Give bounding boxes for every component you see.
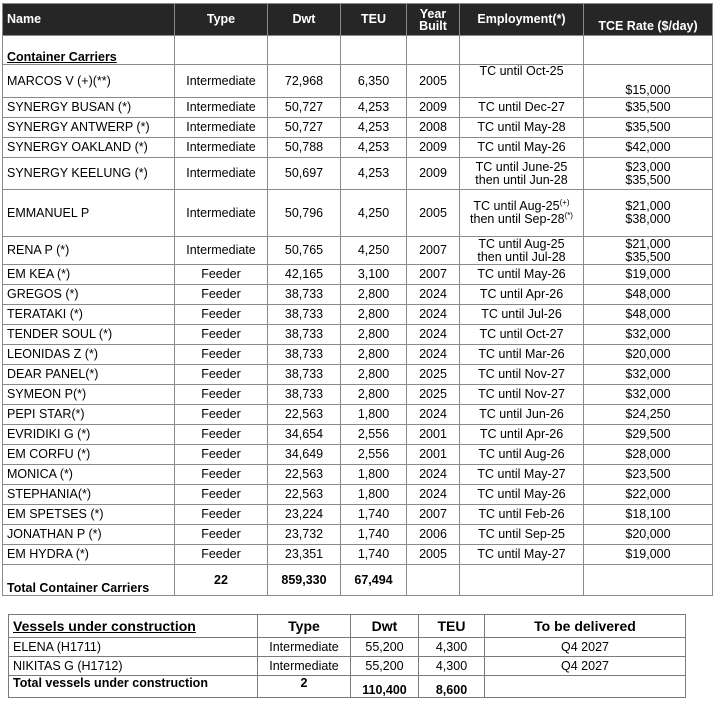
tce-rate-line-1: $20,000 xyxy=(625,347,671,361)
vessel-row xyxy=(3,345,713,365)
tce-rate-line-1: $21,000 xyxy=(625,199,671,213)
vessel-employment xyxy=(460,505,584,525)
vessel-teu: 6,350 xyxy=(341,65,407,98)
tce-rate-line-1: $48,000 xyxy=(625,307,671,321)
vessel-teu: 1,800 xyxy=(341,405,407,425)
header-row xyxy=(3,4,713,36)
col-header-dwt: Dwt xyxy=(268,4,341,36)
vessel-name: SYNERGY BUSAN (*) xyxy=(3,98,175,118)
tce-rate-line-1: $35,500 xyxy=(625,100,671,114)
vessel-year-built: 2007 xyxy=(407,265,460,285)
construction-header-dwt: Dwt xyxy=(351,615,419,638)
total-label: Total Container Carriers xyxy=(3,565,175,596)
vessel-row xyxy=(3,545,713,565)
vessel-employment xyxy=(460,445,584,465)
vessel-name: SYMEON P(*) xyxy=(3,385,175,405)
employment-line-1: TC until May-26 xyxy=(477,487,566,501)
tce-rate-line-1: $32,000 xyxy=(625,327,671,341)
vessel-type: Feeder xyxy=(175,305,268,325)
employment-line-1: TC until Nov-27 xyxy=(478,367,565,381)
tce-rate-line-2: $35,500 xyxy=(625,249,671,264)
employment-line-1: TC until May-26 xyxy=(477,267,566,281)
vessel-type: Feeder xyxy=(175,445,268,465)
construction-header-teu: TEU xyxy=(419,615,485,638)
vessel-dwt: 23,224 xyxy=(268,505,341,525)
tce-rate-line-2: $38,000 xyxy=(625,212,671,226)
vessel-row xyxy=(3,365,713,385)
col-header-name: Name xyxy=(3,4,175,36)
vessel-employment xyxy=(460,485,584,505)
vessel-employment xyxy=(460,237,584,265)
vessel-tce-rate xyxy=(584,545,713,565)
vessel-row xyxy=(3,305,713,325)
section-label: Container Carriers xyxy=(3,36,175,65)
vessel-tce-rate xyxy=(584,138,713,158)
vessel-year-built: 2006 xyxy=(407,525,460,545)
vessel-year-built: 2005 xyxy=(407,65,460,98)
construction-total-row xyxy=(9,676,686,698)
vessel-tce-rate xyxy=(584,265,713,285)
vessel-year-built: 2001 xyxy=(407,425,460,445)
col-header-teu: TEU xyxy=(341,4,407,36)
vessel-teu: 1,740 xyxy=(341,505,407,525)
employment-line-2: then until Jun-28 xyxy=(475,172,568,187)
vessel-type: Feeder xyxy=(175,325,268,345)
vessel-tce-rate xyxy=(584,465,713,485)
vessel-employment xyxy=(460,158,584,190)
vessel-teu: 2,556 xyxy=(341,425,407,445)
vessel-employment xyxy=(460,190,584,237)
vessel-dwt: 72,968 xyxy=(268,65,341,98)
vessel-teu: 3,100 xyxy=(341,265,407,285)
vessel-dwt: 22,563 xyxy=(268,405,341,425)
vessel-dwt: 50,796 xyxy=(268,190,341,237)
construction-row xyxy=(9,657,686,676)
employment-line-1: TC until Sep-25 xyxy=(478,527,565,541)
vessel-name: SYNERGY KEELUNG (*) xyxy=(3,158,175,190)
vessel-tce-rate xyxy=(584,305,713,325)
construction-table xyxy=(8,614,686,698)
vessel-type: Feeder xyxy=(175,265,268,285)
vessel-tce-rate xyxy=(584,345,713,365)
employment-line-1: TC until Aug-25 xyxy=(478,236,565,251)
employment-line-1: TC until Jul-26 xyxy=(481,307,562,321)
vessel-year-built: 2009 xyxy=(407,98,460,118)
vessel-row xyxy=(3,65,713,98)
employment-line-1: TC until June-25 xyxy=(475,159,568,174)
vessel-year-built: 2024 xyxy=(407,305,460,325)
section-row xyxy=(3,36,713,65)
employment-line-1: TC until Oct-27 xyxy=(479,327,564,341)
vessel-dwt: 42,165 xyxy=(268,265,341,285)
vessel-name: MONICA (*) xyxy=(3,465,175,485)
vessel-employment xyxy=(460,305,584,325)
tce-rate-line-1: $22,000 xyxy=(625,487,671,501)
tce-rate-line-1: $20,000 xyxy=(625,527,671,541)
employment-line-2: then until Sep-28 xyxy=(470,212,565,226)
vessel-tce-rate xyxy=(584,118,713,138)
vessel-year-built: 2024 xyxy=(407,345,460,365)
vessel-teu: 1,740 xyxy=(341,545,407,565)
vessel-teu: 2,800 xyxy=(341,345,407,365)
vessel-dwt: 34,654 xyxy=(268,425,341,445)
vessel-teu: 2,800 xyxy=(341,285,407,305)
vessel-employment xyxy=(460,98,584,118)
vessel-type: Feeder xyxy=(175,385,268,405)
vessel-year-built: 2007 xyxy=(407,237,460,265)
vessel-tce-rate xyxy=(584,505,713,525)
vessel-name: STEPHANIA(*) xyxy=(3,485,175,505)
col-header-tce-rate: TCE Rate ($/day) xyxy=(584,4,713,36)
vessel-tce-rate xyxy=(584,405,713,425)
vessel-type: Feeder xyxy=(175,505,268,525)
col-header-year-built xyxy=(407,4,460,36)
vessel-year-built: 2005 xyxy=(407,545,460,565)
construction-total-label: Total vessels under construction xyxy=(9,676,258,698)
construction-total-teu: 8,600 xyxy=(419,676,485,698)
vessel-type: Feeder xyxy=(175,405,268,425)
vessel-type: Feeder xyxy=(175,525,268,545)
employment-line-1: TC until May-28 xyxy=(477,120,566,134)
vessel-dwt: 50,765 xyxy=(268,237,341,265)
tce-rate-line-1: $19,000 xyxy=(625,547,671,561)
vessel-employment xyxy=(460,465,584,485)
employment-line-1: TC until May-27 xyxy=(477,547,566,561)
vessel-tce-rate xyxy=(584,237,713,265)
vessel-teu: 4,253 xyxy=(341,138,407,158)
construction-vessel-name: ELENA (H1711) xyxy=(9,638,258,657)
vessel-row xyxy=(3,505,713,525)
total-teu: 67,494 xyxy=(341,565,407,596)
total-row xyxy=(3,565,713,596)
construction-total-dwt: 110,400 xyxy=(351,676,419,698)
vessel-row xyxy=(3,325,713,345)
vessel-employment xyxy=(460,365,584,385)
col-header-employment: Employment(*) xyxy=(460,4,584,36)
vessel-teu: 1,800 xyxy=(341,465,407,485)
vessel-name: PEPI STAR(*) xyxy=(3,405,175,425)
vessel-dwt: 22,563 xyxy=(268,485,341,505)
vessel-year-built: 2009 xyxy=(407,138,460,158)
vessel-dwt: 50,788 xyxy=(268,138,341,158)
tce-rate-line-1: $24,250 xyxy=(625,407,671,421)
vessel-tce-rate xyxy=(584,190,713,237)
vessel-type: Intermediate xyxy=(175,138,268,158)
total-dwt: 859,330 xyxy=(268,565,341,596)
vessel-year-built: 2025 xyxy=(407,385,460,405)
vessel-teu: 2,800 xyxy=(341,325,407,345)
vessel-dwt: 22,563 xyxy=(268,465,341,485)
total-count: 22 xyxy=(175,565,268,596)
vessel-name: RENA P (*) xyxy=(3,237,175,265)
employment-line-1: TC until Nov-27 xyxy=(478,387,565,401)
tce-rate-line-2: $35,500 xyxy=(625,172,671,187)
vessel-teu: 1,800 xyxy=(341,485,407,505)
vessel-row xyxy=(3,525,713,545)
tce-rate-line-1: $19,000 xyxy=(625,267,671,281)
vessel-teu: 4,253 xyxy=(341,98,407,118)
vessel-teu: 2,800 xyxy=(341,365,407,385)
vessel-type: Feeder xyxy=(175,365,268,385)
vessel-tce-rate xyxy=(584,445,713,465)
vessel-employment xyxy=(460,405,584,425)
construction-vessel-teu: 4,300 xyxy=(419,657,485,676)
vessel-type: Intermediate xyxy=(175,118,268,138)
vessel-dwt: 38,733 xyxy=(268,285,341,305)
employment-line-2-footnote: (*) xyxy=(564,210,573,220)
vessel-employment xyxy=(460,65,584,98)
vessel-row xyxy=(3,138,713,158)
tce-rate-line-1: $15,000 xyxy=(625,83,671,97)
vessel-teu: 2,556 xyxy=(341,445,407,465)
construction-total-count: 2 xyxy=(258,676,351,698)
tce-rate-line-1: $18,100 xyxy=(625,507,671,521)
vessel-type: Feeder xyxy=(175,345,268,365)
vessel-name: EM CORFU (*) xyxy=(3,445,175,465)
vessel-dwt: 50,727 xyxy=(268,98,341,118)
vessel-row xyxy=(3,465,713,485)
vessel-teu: 1,740 xyxy=(341,525,407,545)
vessel-type: Feeder xyxy=(175,465,268,485)
vessel-tce-rate xyxy=(584,425,713,445)
vessel-dwt: 34,649 xyxy=(268,445,341,465)
vessel-employment xyxy=(460,265,584,285)
vessel-employment xyxy=(460,325,584,345)
vessel-tce-rate xyxy=(584,158,713,190)
vessel-tce-rate xyxy=(584,325,713,345)
vessel-year-built: 2001 xyxy=(407,445,460,465)
vessel-row xyxy=(3,237,713,265)
vessel-name: TERATAKI (*) xyxy=(3,305,175,325)
vessel-row xyxy=(3,385,713,405)
vessel-name: GREGOS (*) xyxy=(3,285,175,305)
vessel-row xyxy=(3,265,713,285)
vessel-name: DEAR PANEL(*) xyxy=(3,365,175,385)
vessel-type: Intermediate xyxy=(175,65,268,98)
tce-rate-line-1: $23,500 xyxy=(625,467,671,481)
vessel-name: EM KEA (*) xyxy=(3,265,175,285)
vessel-teu: 2,800 xyxy=(341,305,407,325)
tce-rate-line-1: $28,000 xyxy=(625,447,671,461)
vessel-employment xyxy=(460,138,584,158)
vessel-type: Intermediate xyxy=(175,158,268,190)
vessel-tce-rate xyxy=(584,485,713,505)
fleet-table xyxy=(2,3,713,596)
tce-rate-line-1: $29,500 xyxy=(625,427,671,441)
vessel-name: EMMANUEL P xyxy=(3,190,175,237)
vessel-dwt: 23,732 xyxy=(268,525,341,545)
employment-line-1: TC until Apr-26 xyxy=(479,427,564,441)
employment-line-1: TC until Aug-26 xyxy=(478,447,565,461)
vessel-tce-rate xyxy=(584,65,713,98)
employment-line-1: TC until Apr-26 xyxy=(479,287,564,301)
construction-vessel-name: NIKITAS G (H1712) xyxy=(9,657,258,676)
vessel-employment xyxy=(460,525,584,545)
vessel-dwt: 23,351 xyxy=(268,545,341,565)
vessel-year-built: 2024 xyxy=(407,405,460,425)
tce-rate-line-1: $35,500 xyxy=(625,120,671,134)
construction-delivery: Q4 2027 xyxy=(485,657,686,676)
vessel-row xyxy=(3,98,713,118)
year-line1: Year xyxy=(419,6,447,21)
vessel-year-built: 2025 xyxy=(407,365,460,385)
vessel-name: EM HYDRA (*) xyxy=(3,545,175,565)
tce-rate-line-1: $42,000 xyxy=(625,140,671,154)
vessel-tce-rate xyxy=(584,525,713,545)
tce-rate-line-1: $21,000 xyxy=(625,236,671,251)
construction-header-type: Type xyxy=(258,615,351,638)
vessel-dwt: 50,727 xyxy=(268,118,341,138)
vessel-row xyxy=(3,158,713,190)
tce-rate-line-1: $32,000 xyxy=(625,387,671,401)
employment-line-1: TC until Dec-27 xyxy=(478,100,565,114)
construction-row xyxy=(9,638,686,657)
construction-vessel-type: Intermediate xyxy=(258,638,351,657)
vessel-type: Feeder xyxy=(175,545,268,565)
vessel-row xyxy=(3,285,713,305)
employment-line-1-footnote: (+) xyxy=(559,197,570,207)
vessel-name: LEONIDAS Z (*) xyxy=(3,345,175,365)
vessel-year-built: 2007 xyxy=(407,505,460,525)
construction-header-delivery: To be delivered xyxy=(485,615,686,638)
construction-vessel-teu: 4,300 xyxy=(419,638,485,657)
employment-line-2: then until Jul-28 xyxy=(477,249,566,264)
construction-header-name: Vessels under construction xyxy=(9,615,258,638)
tce-rate-line-1: $48,000 xyxy=(625,287,671,301)
vessel-employment xyxy=(460,345,584,365)
vessel-tce-rate xyxy=(584,285,713,305)
vessel-tce-rate xyxy=(584,385,713,405)
vessel-type: Intermediate xyxy=(175,190,268,237)
vessel-year-built: 2024 xyxy=(407,285,460,305)
vessel-name: MARCOS V (+)(**) xyxy=(3,65,175,98)
vessel-teu: 4,250 xyxy=(341,190,407,237)
vessel-name: TENDER SOUL (*) xyxy=(3,325,175,345)
vessel-tce-rate xyxy=(584,365,713,385)
vessel-row xyxy=(3,445,713,465)
vessel-type: Intermediate xyxy=(175,98,268,118)
vessel-name: JONATHAN P (*) xyxy=(3,525,175,545)
vessel-employment xyxy=(460,385,584,405)
employment-line-1: TC until May-27 xyxy=(477,467,566,481)
vessel-year-built: 2005 xyxy=(407,190,460,237)
vessel-employment xyxy=(460,545,584,565)
vessel-year-built: 2024 xyxy=(407,325,460,345)
vessel-dwt: 50,697 xyxy=(268,158,341,190)
employment-line-1: TC until Aug-25 xyxy=(473,199,560,213)
vessel-year-built: 2009 xyxy=(407,158,460,190)
employment-line-1: TC until Oct-25 xyxy=(479,64,564,78)
vessel-row xyxy=(3,425,713,445)
vessel-dwt: 38,733 xyxy=(268,325,341,345)
vessel-name: SYNERGY ANTWERP (*) xyxy=(3,118,175,138)
employment-line-1: TC until Jun-26 xyxy=(479,407,564,421)
vessel-year-built: 2024 xyxy=(407,465,460,485)
construction-vessel-dwt: 55,200 xyxy=(351,657,419,676)
vessel-type: Intermediate xyxy=(175,237,268,265)
vessel-dwt: 38,733 xyxy=(268,345,341,365)
vessel-dwt: 38,733 xyxy=(268,365,341,385)
vessel-employment xyxy=(460,425,584,445)
tce-rate-line-1: $32,000 xyxy=(625,367,671,381)
vessel-name: SYNERGY OAKLAND (*) xyxy=(3,138,175,158)
vessel-row xyxy=(3,118,713,138)
vessel-dwt: 38,733 xyxy=(268,385,341,405)
vessel-employment xyxy=(460,118,584,138)
vessel-teu: 4,253 xyxy=(341,118,407,138)
vessel-type: Feeder xyxy=(175,485,268,505)
vessel-row xyxy=(3,405,713,425)
vessel-tce-rate xyxy=(584,98,713,118)
vessel-teu: 4,253 xyxy=(341,158,407,190)
vessel-name: EM SPETSES (*) xyxy=(3,505,175,525)
vessel-row xyxy=(3,485,713,505)
vessel-name: EVRIDIKI G (*) xyxy=(3,425,175,445)
year-line2: Built xyxy=(419,18,447,33)
vessel-row xyxy=(3,190,713,237)
construction-header-row xyxy=(9,615,686,638)
construction-vessel-dwt: 55,200 xyxy=(351,638,419,657)
employment-line-1: TC until Feb-26 xyxy=(478,507,565,521)
col-header-type: Type xyxy=(175,4,268,36)
construction-delivery: Q4 2027 xyxy=(485,638,686,657)
vessel-year-built: 2024 xyxy=(407,485,460,505)
employment-line-1: TC until May-26 xyxy=(477,140,566,154)
vessel-type: Feeder xyxy=(175,285,268,305)
employment-line-1: TC until Mar-26 xyxy=(478,347,565,361)
vessel-type: Feeder xyxy=(175,425,268,445)
tce-rate-line-1: $23,000 xyxy=(625,159,671,174)
vessel-year-built: 2008 xyxy=(407,118,460,138)
construction-vessel-type: Intermediate xyxy=(258,657,351,676)
vessel-teu: 4,250 xyxy=(341,237,407,265)
vessel-dwt: 38,733 xyxy=(268,305,341,325)
vessel-teu: 2,800 xyxy=(341,385,407,405)
vessel-employment xyxy=(460,285,584,305)
